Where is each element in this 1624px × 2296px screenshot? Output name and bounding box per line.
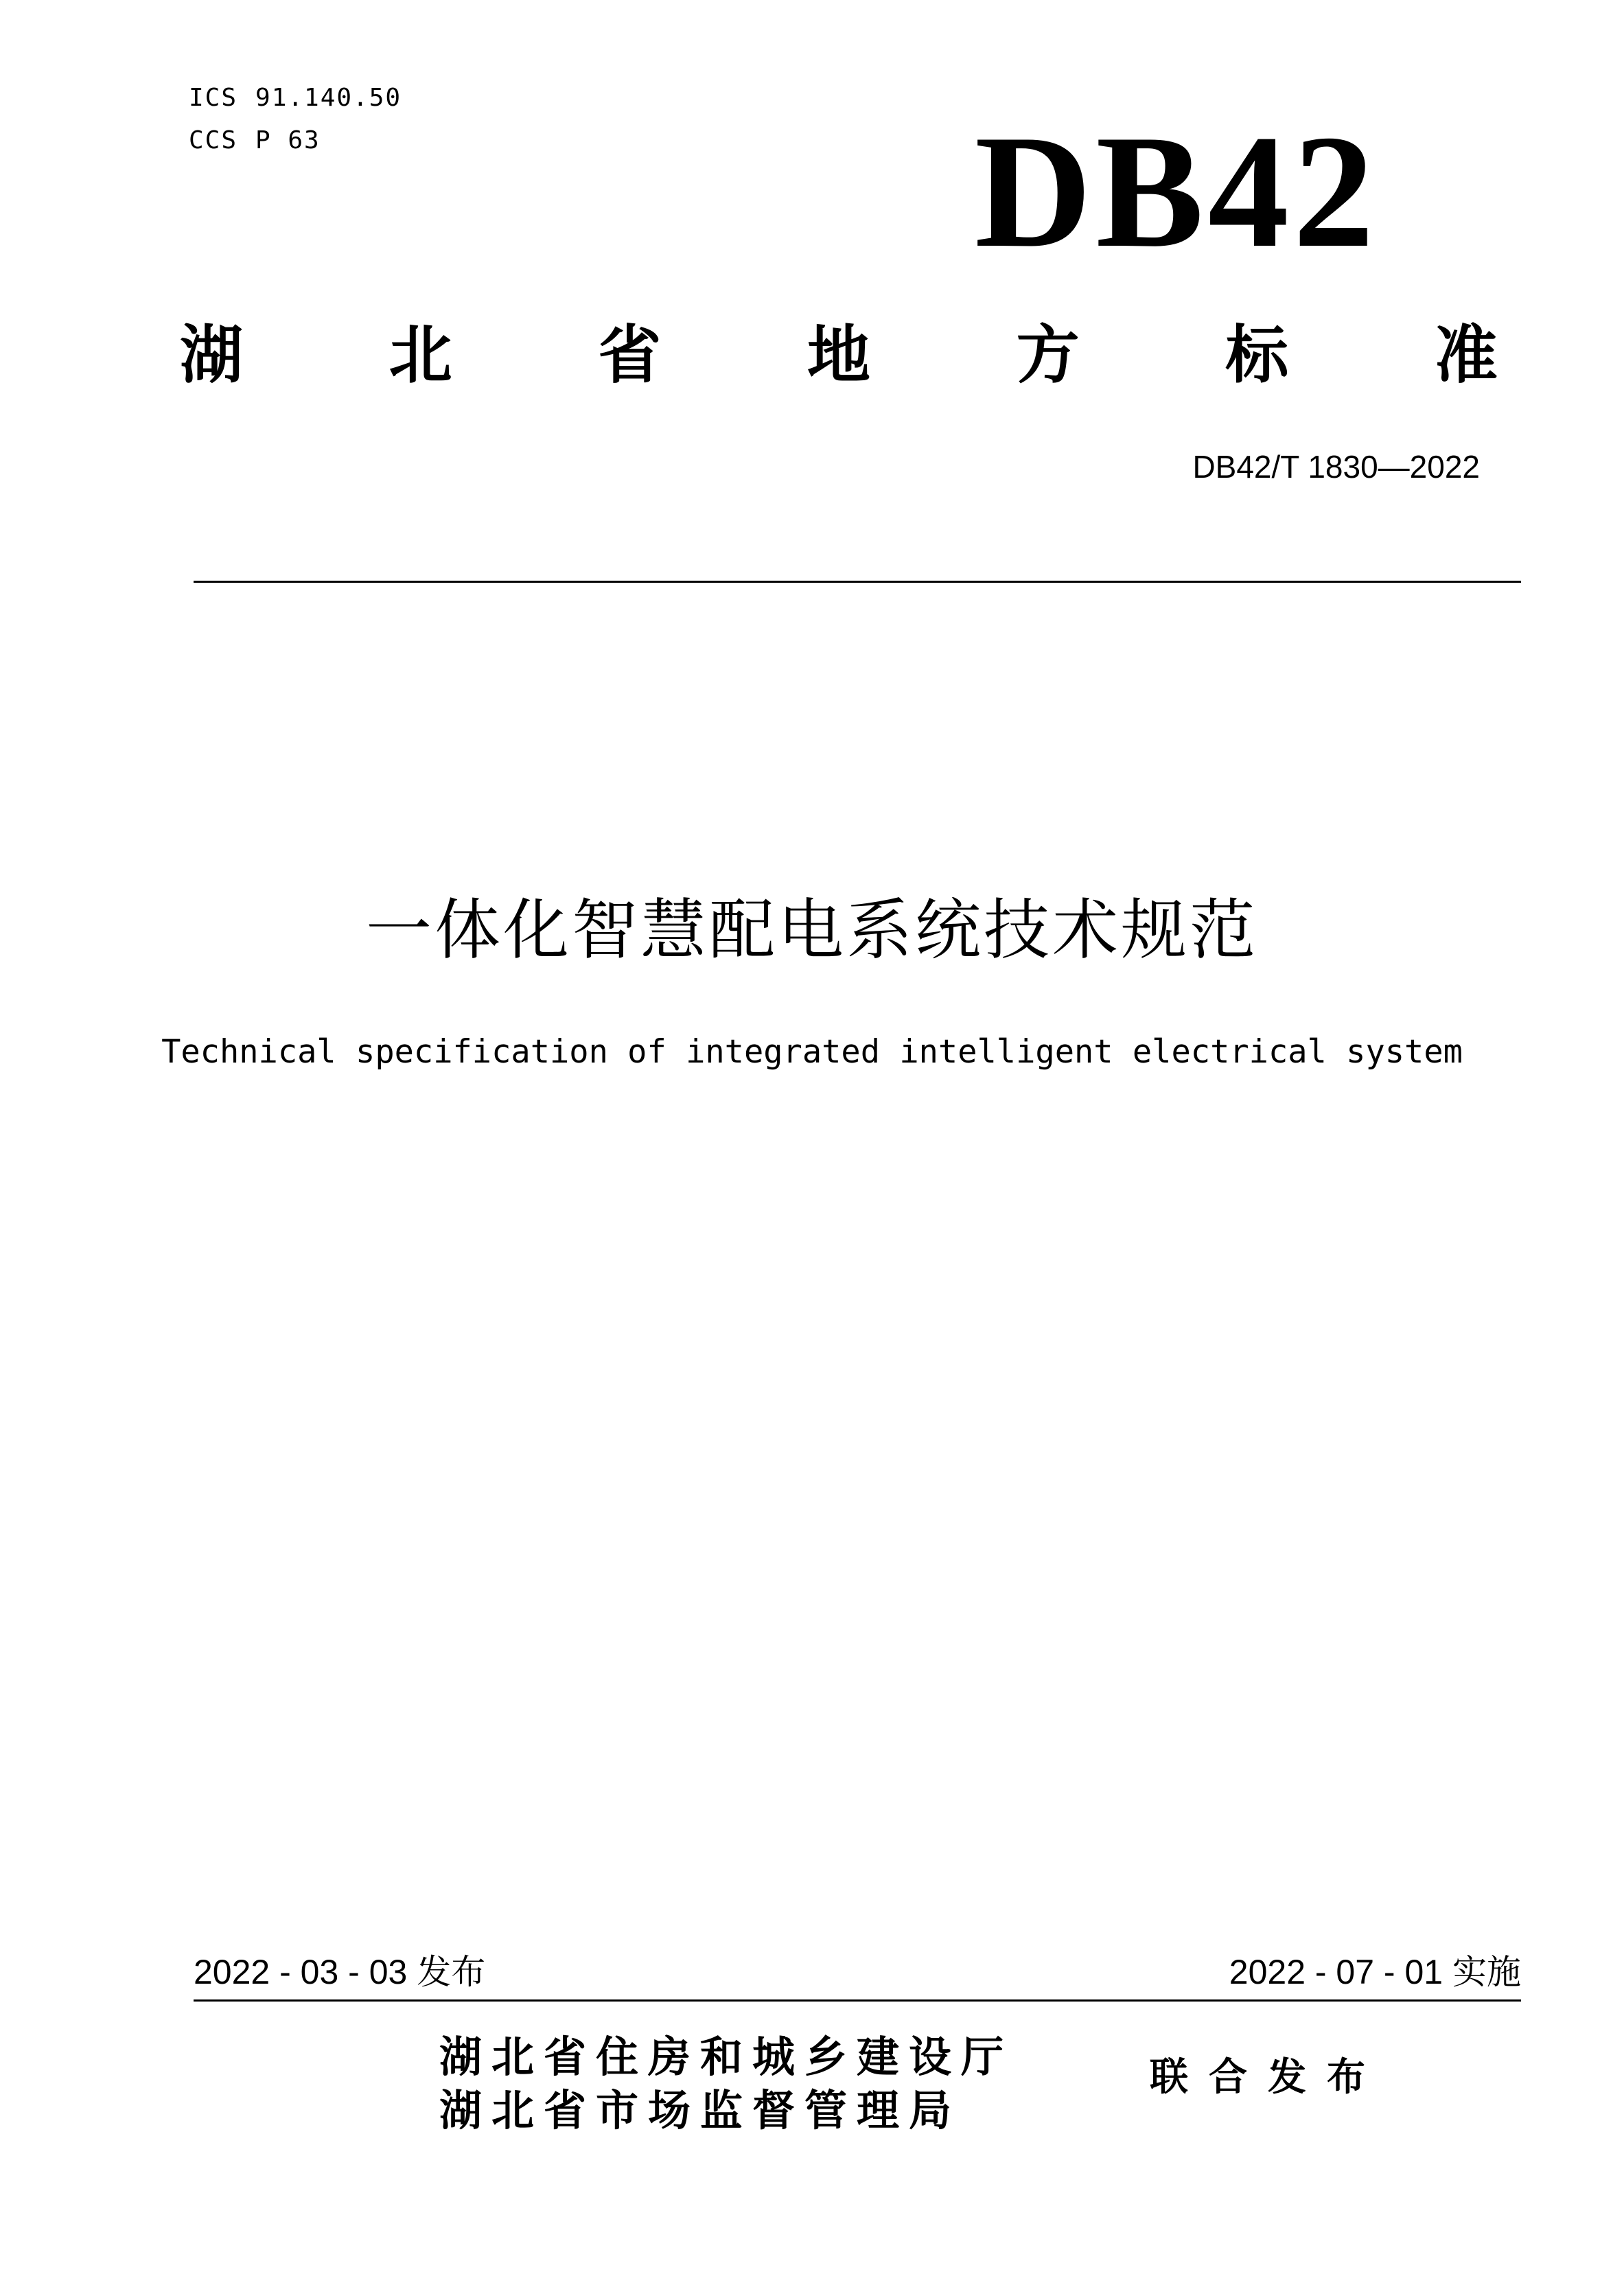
- banner-char: 方: [1016, 318, 1080, 392]
- standard-category-banner: [180, 314, 1498, 397]
- banner-char: 地: [807, 318, 870, 392]
- ccs-label: CCS: [189, 126, 238, 154]
- banner-char: 省: [598, 318, 662, 392]
- issuing-authorities: [439, 2030, 1013, 2137]
- banner-char: 湖: [180, 318, 244, 392]
- implement-date: 2022 - 07 - 01: [1229, 1953, 1443, 1991]
- publish-label: 发布: [417, 1952, 486, 1992]
- ics-code: [189, 77, 402, 119]
- standard-number: DB42/T 1830—2022: [1192, 449, 1480, 485]
- joint-issue-label: 联合发布: [1150, 2055, 1386, 2100]
- banner-char: 准: [1434, 318, 1498, 392]
- publish-date: 2022 - 03 - 03: [194, 1953, 408, 1991]
- banner-char: 北: [388, 318, 452, 392]
- ics-label: ICS: [189, 84, 238, 112]
- classification-codes: [189, 77, 402, 162]
- top-divider: [194, 581, 1521, 583]
- title-english: Technical specification of integrated intelligent electrical system: [161, 1033, 1463, 1071]
- bottom-divider: [194, 1999, 1521, 2002]
- db-logo: DB42: [975, 102, 1378, 281]
- issuer-market-regulation: 湖北省市场监督管理局: [439, 2085, 962, 2135]
- ccs-code: [189, 119, 402, 162]
- banner-char: 标: [1225, 318, 1289, 392]
- implement-label: 实施: [1452, 1952, 1521, 1992]
- implement-date-block: [1229, 1949, 1521, 1995]
- ics-value: 91.140.50: [255, 84, 402, 112]
- title-chinese: 一体化智慧配电系统技术规范: [366, 892, 1258, 969]
- issuer-housing: 湖北省住房和城乡建设厅: [439, 2032, 1014, 2082]
- ccs-value: P 63: [255, 126, 321, 154]
- publish-date-block: [194, 1949, 485, 1995]
